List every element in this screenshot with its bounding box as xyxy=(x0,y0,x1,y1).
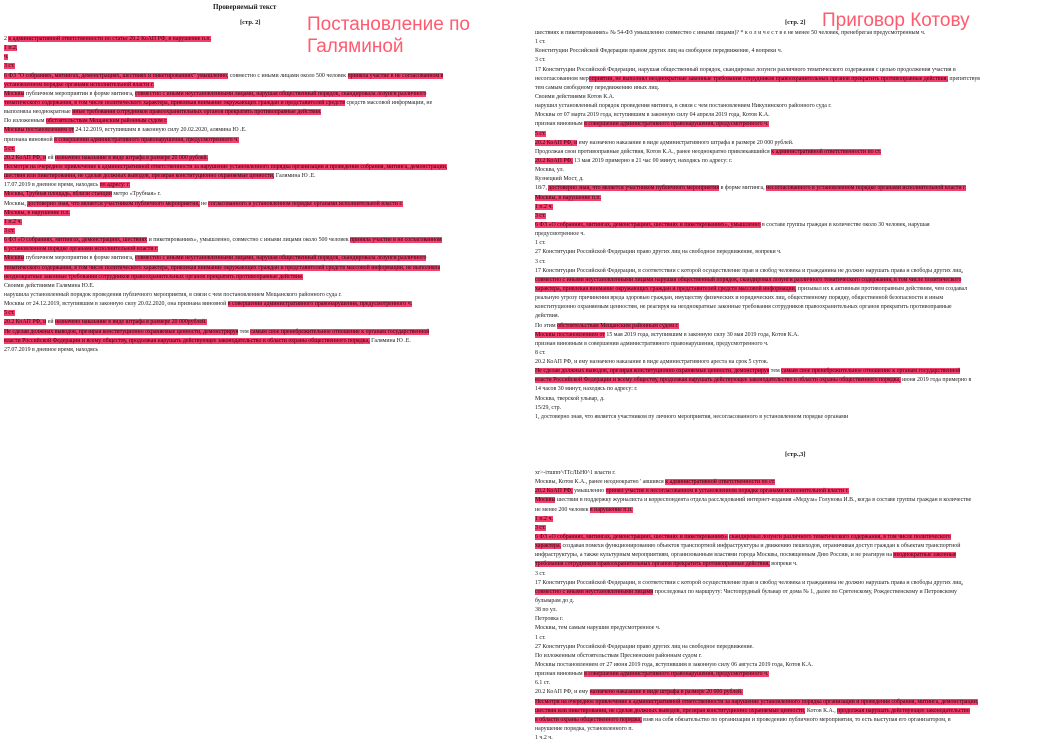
text-segment: публичном мероприятии в форме митинга, xyxy=(24,255,135,262)
text-segment: 8 ст. xyxy=(535,349,546,356)
text-line xyxy=(4,309,512,318)
highlighted-match-segment: власти Российской Федерации и всему обществу, продолжая нарушать действующее законодательство в области охраны общественного порядка, xyxy=(535,377,901,384)
text-line xyxy=(535,542,1056,551)
text-line xyxy=(4,126,512,135)
left-overlay-title-line: Постановление по xyxy=(307,14,470,35)
text-segment: 1 ст. xyxy=(535,240,546,247)
text-line xyxy=(535,111,1056,120)
text-segment: несогласованном мер xyxy=(535,75,589,82)
text-line xyxy=(4,318,512,327)
highlighted-match-segment: принял участие в несогласованном в установленном порядке органами исполнительной власти г. xyxy=(605,488,849,495)
text-line xyxy=(4,254,512,263)
text-line xyxy=(535,734,1056,743)
text-segment: шествиях и пикетированиях» № 54-ФЗ умышленно совместно с иными лицами)? * к о л и ч е с т в е не менее 50 человек, пренебрегая предусмотренным ч. xyxy=(535,30,926,36)
highlighted-match-segment: характера, привлекая внимание окружающих граждан и представителей средств массовой информации, xyxy=(535,285,797,292)
text-line xyxy=(535,139,1056,148)
text-line xyxy=(535,367,1056,376)
text-segment: 2 xyxy=(4,36,9,42)
highlighted-match-segment: к административной ответственности по статье 20.2 КоАП РФ, в нарушение п.п. xyxy=(8,36,212,42)
text-segment: Москва, тверской ульвар, д. xyxy=(535,395,605,402)
text-line xyxy=(535,679,1056,688)
text-line xyxy=(535,395,1056,404)
text-segment: тем самым свободному передвижению иных лиц. xyxy=(535,84,660,91)
text-line xyxy=(535,478,1056,487)
text-line xyxy=(4,291,512,300)
text-segment: Своими действиями Котов К.А. xyxy=(535,93,615,100)
text-line xyxy=(535,588,1056,597)
text-segment: Конституции Российской Федерации правом других лиц на свободное передвижение, 4 вопреки ч. xyxy=(535,48,783,55)
text-line xyxy=(4,117,512,126)
text-line xyxy=(535,175,1056,184)
text-line xyxy=(535,130,1056,139)
text-segment: 1 ст. xyxy=(535,39,546,46)
text-segment: признана виновной xyxy=(4,136,55,143)
text-line xyxy=(4,81,512,90)
text-line xyxy=(4,172,512,181)
highlighted-match-segment: Москвы xyxy=(535,497,556,504)
text-segment: ей xyxy=(46,319,55,326)
highlighted-match-segment: обстоятельствам Мещанским районным судом г. xyxy=(557,322,679,329)
text-line xyxy=(4,99,512,108)
highlighted-match-segment: тематического содержания, в том числе политического характера, привлекая внимание окружающих граждан и представителей средств xyxy=(4,99,345,106)
text-segment: средств массовой информации, не xyxy=(345,99,433,106)
text-line xyxy=(535,698,1056,707)
highlighted-match-segment: совместно с иными неустановленными лицами нарушая общественный порядок, скандировал лозунги различного тематического содержания, в том числе политического xyxy=(535,276,962,283)
text-segment: 38 по ул. xyxy=(535,607,558,614)
text-segment: не xyxy=(199,200,209,207)
text-segment: предусмотренное ч. xyxy=(535,231,585,238)
highlighted-match-segment: самым свое пренебрежительное отношение к органам государственной xyxy=(250,328,430,335)
text-line xyxy=(535,340,1056,349)
text-segment: препятствуя xyxy=(947,75,980,82)
text-segment: признан виновным xyxy=(535,121,585,128)
highlighted-match-segment: 3 ст. xyxy=(4,63,15,70)
text-line xyxy=(535,376,1056,385)
text-line xyxy=(535,312,1056,321)
text-segment: Кузнецкий Мост, д. xyxy=(535,176,584,183)
text-line xyxy=(535,688,1056,697)
text-segment: нарушил установленный порядок проведения митинга, в связи с чем постановлением Никулинского районного суда г. xyxy=(535,103,832,110)
text-line xyxy=(535,303,1056,312)
highlighted-match-segment: 20.2 КоАП РФ, xyxy=(535,488,573,495)
highlighted-match-segment: назначено наказание в виде штрафа в размере 20 000рублей. xyxy=(55,319,207,326)
text-line xyxy=(535,239,1056,248)
highlighted-match-segment: установленном порядке органами исполнительной власти г. xyxy=(4,81,154,88)
text-line xyxy=(535,515,1056,524)
right-top-text-block xyxy=(535,29,1056,422)
highlighted-match-segment: 20.2 КоАП РФ, и xyxy=(535,139,578,146)
text-line xyxy=(535,551,1056,560)
text-segment: совместно с иными лицами около 500 человек xyxy=(228,72,348,79)
highlighted-match-segment: 5 ст. xyxy=(535,130,546,137)
highlighted-match-segment: шествия или пикетирования, не сделав должных выводов, презирая конституционно охраняемые ценности, xyxy=(4,173,275,180)
highlighted-match-segment: Москвы xyxy=(4,90,25,97)
text-line xyxy=(535,634,1056,643)
text-segment: 13 мая 2019 примерно в 21 час 00 минут, находясь по адресу: г. xyxy=(572,157,733,164)
text-segment: умышленно xyxy=(572,488,606,495)
text-segment: тем xyxy=(769,368,782,375)
text-line xyxy=(535,322,1056,331)
right-top-page-label: [стр. 2] xyxy=(785,19,806,26)
highlighted-match-segment: 3 ст. xyxy=(535,212,546,219)
text-segment: в составе группы граждан в количестве около 30 человек, нарушая xyxy=(760,221,930,228)
text-line xyxy=(535,624,1056,633)
text-segment: выполняла неоднократные xyxy=(4,109,73,116)
right-bottom-text-block xyxy=(535,469,1056,743)
text-line xyxy=(4,282,512,291)
text-segment: 1 ч.2 ч. xyxy=(535,735,553,742)
left-text-block xyxy=(4,35,512,355)
text-line xyxy=(4,72,512,81)
text-line xyxy=(535,157,1056,166)
text-line xyxy=(535,248,1056,257)
highlighted-match-segment: в совершении административного правонарушения, предусмотренного ч. xyxy=(584,671,769,678)
text-line xyxy=(535,579,1056,588)
text-line xyxy=(535,716,1056,725)
text-line xyxy=(535,533,1056,542)
highlighted-match-segment: 3 ст. xyxy=(535,524,546,531)
text-line xyxy=(535,606,1056,615)
highlighted-match-segment: продолжая нарушать действующее законодательство xyxy=(837,707,970,714)
text-segment: призывал их к активным противоправным действиям, чем создавал xyxy=(796,285,968,292)
text-line xyxy=(4,136,512,145)
highlighted-match-segment: неоднократные законные xyxy=(893,552,957,559)
text-line xyxy=(4,227,512,236)
text-segment: создавая помехи функционированию объектов транспортной инфраструктуры и движению пешеходов, ограничивая доступ граждан к объектам транспортной xyxy=(561,543,961,550)
left-page-label: [стр. 2] xyxy=(240,19,261,26)
text-line xyxy=(535,524,1056,533)
text-segment: конституционно охраняемым ценностям, не реагируя на неоднократные законные требования сотрудников правоохранительных органов прекратить противоправные xyxy=(535,304,952,311)
highlighted-match-segment: в нарушение п.п. xyxy=(589,506,633,513)
text-line xyxy=(535,75,1056,84)
highlighted-match-segment: шествия или пикетирования, не сделав должных выводов, презирая конституционно охраняемые ценности, xyxy=(535,707,806,714)
text-line xyxy=(535,102,1056,111)
text-line xyxy=(4,218,512,227)
highlighted-match-segment: в совершении административного правонарушения, предусмотренного ч. xyxy=(54,136,239,143)
text-segment: признан виновным xyxy=(535,671,585,678)
text-line xyxy=(4,236,512,245)
highlighted-match-segment: 1 п.2 ч. xyxy=(4,218,22,225)
highlighted-match-segment: требования сотрудников правоохранительных органов прекратить противоправные действия, xyxy=(535,561,770,568)
right-bottom-page-label: [стр.,3] xyxy=(785,451,806,458)
text-line xyxy=(535,29,1056,38)
text-line xyxy=(4,190,512,199)
highlighted-match-segment: 6 ФЗ «О собраниях, митингах, демонстрациях, шествиях и пикетированиях» xyxy=(535,533,728,540)
text-segment: Москвы постановлением от 27 июня 2019 года, вступившим в законную силу 06 августа 2019 года, Котов К.А. xyxy=(535,661,813,668)
text-line xyxy=(4,209,512,218)
text-line xyxy=(4,200,512,209)
highlighted-match-segment: 5 ст. xyxy=(4,310,15,317)
text-line xyxy=(535,221,1056,230)
highlighted-match-segment: совместно с иными неустановленными лицами, нарушая общественный порядок, скандировала лозунги различного xyxy=(134,255,427,262)
highlighted-match-segment: достоверно зная, что является участником публичного мероприятия xyxy=(548,185,720,192)
highlighted-match-segment: 1 п.2 ч. xyxy=(535,203,553,210)
text-line xyxy=(535,184,1056,193)
highlighted-match-segment: Москвы постановлением от xyxy=(4,127,74,134)
highlighted-match-segment: Москвы xyxy=(4,255,25,262)
text-line xyxy=(4,53,512,62)
text-line xyxy=(535,643,1056,652)
text-line xyxy=(4,181,512,190)
text-line xyxy=(535,285,1056,294)
text-segment: Москвы от 07 марта 2019 года, вступившим в законную силу 04 апреля 2019 года, Котов К.А. xyxy=(535,112,770,119)
highlighted-match-segment: Москва, Трубная площадь, вблизи станции xyxy=(4,191,112,198)
highlighted-match-segment: несогласованного в установленном порядке органами исполнительной власти г. xyxy=(766,185,967,192)
text-line xyxy=(535,385,1056,394)
highlighted-match-segment: 6 ФЗ "О собраниях, митингах, демонстрациях, шествиях и пикетированиях" умышленно, xyxy=(4,72,229,79)
text-line xyxy=(535,670,1056,679)
highlighted-match-segment: в совершении административного правонарушения, предусмотренного ч. xyxy=(227,301,413,308)
text-segment: ей xyxy=(46,154,55,161)
text-line xyxy=(535,203,1056,212)
highlighted-match-segment: Москвы, в нарушение п.п. xyxy=(535,194,601,201)
text-line xyxy=(535,230,1056,239)
highlighted-match-segment: в совершении административного правонарушения, предусмотренного ч. xyxy=(584,121,769,128)
text-segment: метро «Трубная» г. xyxy=(111,191,161,198)
text-segment: 6.1 ст. xyxy=(535,680,551,687)
highlighted-match-segment: Москвы постановлением от xyxy=(535,331,605,338)
text-line xyxy=(4,163,512,172)
text-line xyxy=(535,276,1056,285)
left-overlay-title-line: Галяминой xyxy=(307,36,404,57)
highlighted-match-segment: 20.2 КоАП РФ, и xyxy=(4,319,47,326)
text-line xyxy=(535,166,1056,175)
highlighted-match-segment: Не сделав должных выводов, презирая конституционно охраняемые ценности, демонстрируя xyxy=(535,368,770,375)
text-line xyxy=(535,267,1056,276)
text-line xyxy=(4,273,512,282)
text-segment: в форме митинга, xyxy=(719,185,767,192)
text-line xyxy=(535,707,1056,716)
text-segment: По этим xyxy=(535,322,558,329)
highlighted-match-segment: Несмотря на очередное привлечение к административной ответственности за нарушение установленного порядка организации и проведения собрания, митинга, демонстрации, xyxy=(535,698,979,705)
highlighted-match-segment: власти Российской Федерации и всему обществу, продолжая нарушать действующее законодательство в области охраны общественного порядка, xyxy=(4,337,370,344)
text-segment: Москвы, Котов К.А., ранее неоднократно ' авшився xyxy=(535,479,666,486)
text-line xyxy=(535,331,1056,340)
right-overlay-title: Приговор Котову xyxy=(822,10,970,31)
highlighted-match-segment: приняла участие в не согласованном xyxy=(350,237,442,244)
text-segment: 3 ст. xyxy=(535,57,546,64)
text-segment: Продолжая свои противоправные действия, Котов К.А., ранее неоднократно привлекавшийся xyxy=(535,148,772,155)
highlighted-match-segment: 6 ФЗ «О собраниях, митингах, демонстрациях, шествиях и пикетированиях», умышленно xyxy=(535,221,761,228)
highlighted-match-segment: по адресу: г. xyxy=(99,182,131,189)
text-segment: 24.12.2019, вступившим в законную силу 20.02.2020, алямина Ю .Е. xyxy=(73,127,247,134)
highlighted-match-segment: в области охраны общественного порядка, xyxy=(535,716,642,723)
text-line xyxy=(4,145,512,154)
text-line xyxy=(535,404,1056,413)
text-segment: шествии в поддержку журналиста и корреспондента отдела расследований интернет-издания «Медуза» Голунова И.В., когда в составе группы граждан в количестве xyxy=(555,497,972,504)
text-line xyxy=(4,337,512,346)
text-segment: бульварам до д. xyxy=(535,597,575,604)
text-line xyxy=(535,652,1056,661)
text-line xyxy=(4,108,512,117)
text-segment: нарушение порядка, установленного п. xyxy=(535,725,633,732)
highlighted-match-segment: Москвы, в нарушение п.п. xyxy=(4,209,70,216)
text-line xyxy=(535,570,1056,579)
highlighted-match-segment: оприятии, не выполнял неоднократные законные требования сотрудников правоохранительных органов прекратить противоправные действия, xyxy=(588,75,948,82)
highlighted-match-segment: ч. xyxy=(4,54,9,61)
text-line xyxy=(4,245,512,254)
text-line xyxy=(535,148,1056,157)
highlighted-match-segment: Не сделав должных выводов, презирая конституционно охраняемые ценности, демонстрируя xyxy=(4,328,239,335)
text-segment: 27.07.2019 в дневное время, находясь xyxy=(4,346,99,353)
text-segment: публичном мероприятии в форме митинга, xyxy=(24,90,135,97)
text-line xyxy=(535,496,1056,505)
text-segment: По изложенным xyxy=(4,118,46,125)
text-line xyxy=(535,358,1056,367)
highlighted-match-segment: к административной ответственности по ст. xyxy=(771,148,882,155)
highlighted-match-segment: в установленном порядке органами исполнительной власти г. xyxy=(4,246,159,253)
text-line xyxy=(4,264,512,273)
text-segment: проследовал по маршруту: Чистопрудный бульвар от дома № 1, далее по Сретенскому, Рождественскому и Петровскому xyxy=(653,588,957,595)
highlighted-match-segment: совместно с иными неустановленными лицами xyxy=(535,588,654,595)
text-line xyxy=(535,560,1056,569)
text-segment: инфраструктуры, а также культурным мероприятиям, организованным властями города Москвы, посвященным Дню России, и не реагируя на xyxy=(535,552,894,559)
text-segment: Петровка г. xyxy=(535,616,564,623)
text-segment: 3 ст. xyxy=(535,258,546,265)
text-line xyxy=(4,44,512,53)
text-segment: 1 ст. xyxy=(535,634,546,641)
text-line xyxy=(4,62,512,71)
text-line xyxy=(4,346,512,355)
text-line xyxy=(535,413,1056,422)
text-line xyxy=(4,154,512,163)
highlighted-match-segment: совместно с иными неустановленными лицами, нарушая общественный порядок, скандировала лозунги различного xyxy=(134,90,427,97)
highlighted-match-segment: согласованного в установленном порядке органами исполнительной власти г. xyxy=(208,200,403,207)
highlighted-match-segment: тематического содержания, в том числе политического характера, привлекая внимание окружающих граждан и представителей средств массовой информации, не выполняла xyxy=(4,264,441,271)
highlighted-match-segment: приняла участие в не согласованном в xyxy=(347,72,444,79)
text-segment: 27 Конституции Российской Федерации право других лиц на свободное передвижение, вопреки ч. xyxy=(535,249,782,256)
text-line xyxy=(4,35,512,44)
text-line xyxy=(535,725,1056,734)
text-segment: 20.2 КоАП РФ, и ему назначено наказание в виде административного ареста на срок 5 суток. xyxy=(535,359,769,366)
highlighted-match-segment: 5 ст. xyxy=(4,145,15,152)
text-segment: Москвы от 24.12.2019, вступившим в законную силу 20.02.2020, она признана виновной xyxy=(4,301,228,308)
highlighted-match-segment: 20.2 КоАП РФ, xyxy=(535,157,573,164)
text-line xyxy=(535,66,1056,75)
text-segment: xr>-ітшпп^/ІТсЛЬН0^1 власти г. xyxy=(535,470,616,476)
text-line xyxy=(535,212,1056,221)
text-line xyxy=(535,56,1056,65)
text-segment: 20.2 КоАП РФ, и ему xyxy=(535,689,590,696)
text-segment: не менее 200 человек xyxy=(535,506,590,513)
highlighted-match-segment: обстоятельствам Мещанским районным судом г. xyxy=(45,118,168,125)
text-line xyxy=(4,90,512,99)
text-segment: 15/29, стр. xyxy=(535,404,562,411)
text-line xyxy=(4,328,512,337)
text-segment: нарушила установленный порядок проведения публичного мероприятия, в связи с чем постановлением Мещанского районного суда г. xyxy=(4,291,342,298)
highlighted-match-segment: 6 ФЗ «О собраниях, митингах, демонстрациях, шествиях xyxy=(4,237,148,244)
text-line xyxy=(535,38,1056,47)
text-segment: тем xyxy=(238,328,251,335)
text-segment: Москвы, тем самым нарушив предусмотренное ч. xyxy=(535,625,661,632)
text-line xyxy=(535,120,1056,129)
text-line xyxy=(535,469,1056,478)
highlighted-match-segment: 3 ст. xyxy=(4,227,15,234)
text-segment: и пикетированиях», умышленно, совместно с иными лицами около 500 человек xyxy=(147,237,351,244)
text-line xyxy=(535,258,1056,267)
text-segment: Котов К.А., xyxy=(805,707,838,714)
text-segment: 17 Конституции Российской Федерации, в соответствии с которой осуществление прав и свобод человека и гражданина не должно нарушать права и свободы других лиц, xyxy=(535,579,964,586)
highlighted-match-segment: скандировал лозунги различного тематического содержания, в том числе политического xyxy=(729,533,951,540)
highlighted-match-segment: Несмотря на очередное привлечение к административной ответственности за нарушение установленного порядка организации и проведения собрания, митинга, демонстрации, xyxy=(4,163,448,170)
highlighted-match-segment: 1 п.2, xyxy=(4,45,18,52)
highlighted-match-segment: к административной ответственности по ст. xyxy=(665,479,776,486)
text-line xyxy=(535,506,1056,515)
text-segment: ему xyxy=(577,139,590,146)
text-segment: Москва, ул. xyxy=(535,167,565,174)
text-segment: 27 Конституции Российской Федерации право других лиц на свободное передвижение. xyxy=(535,643,754,650)
text-line xyxy=(535,487,1056,496)
text-segment: Своими действиями Галямина Ю.Е. xyxy=(4,282,95,289)
highlighted-match-segment: 1 п.2 ч. xyxy=(535,515,553,522)
text-line xyxy=(535,597,1056,606)
text-segment: 3 ст. xyxy=(535,570,546,577)
document-header-title: Проверяемый текст xyxy=(213,3,277,11)
text-line xyxy=(535,47,1056,56)
text-segment: Галямина Ю .Е. xyxy=(274,173,316,180)
text-segment: действия. xyxy=(535,313,560,320)
text-segment: июня 2019 года примерно в xyxy=(900,377,972,384)
text-segment: вопреки ч. xyxy=(769,561,798,568)
text-segment: По изложенным обстоятельствам Пресненским районным судом г. xyxy=(535,652,702,659)
highlighted-match-segment: назначено наказание в виде штрафа в размере 20 000 рублей. xyxy=(55,154,209,161)
text-line xyxy=(535,93,1056,102)
text-segment: 15 мая 2019 года, вступившим в законную силу 30 мая 2019 года, Котов К.А. xyxy=(604,331,799,338)
text-segment: 14 часов 30 минут, находясь по адресу: г. xyxy=(535,386,638,393)
text-segment: 17.07.2019 в дневное время, находясь xyxy=(4,182,100,189)
text-segment: взяв на себя обязательство по организации и проведению публичного мероприятия, то есть выступая его организатором, в xyxy=(641,716,951,723)
text-line xyxy=(535,194,1056,203)
text-segment: 17 Конституции Российской Федерации, в соответствии с которой осуществление прав и свобод человека и гражданина не должно нарушать права и свободы других лиц, xyxy=(535,267,964,274)
highlighted-match-segment: достоверно зная, что является участником публичного мероприятия, xyxy=(27,200,200,207)
text-line xyxy=(535,349,1056,358)
text-line xyxy=(535,294,1056,303)
text-line xyxy=(535,84,1056,93)
text-line xyxy=(535,661,1056,670)
text-segment: назначено наказание в виде административного штрафа в размере 20 000 рублей. xyxy=(589,139,794,146)
text-line xyxy=(4,300,512,309)
highlighted-match-segment: характера, xyxy=(535,543,562,550)
highlighted-match-segment: самым свое пренебрежительное отношение к органам государственной xyxy=(781,368,961,375)
highlighted-match-segment: иные требования сотрудников правоохранительных органов прекратить противоправные действия. xyxy=(72,109,322,116)
highlighted-match-segment: назначено наказание в виде штрафа в размере 20 000 рублей. xyxy=(589,689,743,696)
text-segment: реальную угрозу причинения вреда здоровью граждан, имуществу физических и юридических лиц, общественному порядку, общественной безопасности и иным xyxy=(535,295,944,302)
text-segment: 18/7, xyxy=(535,185,549,192)
text-segment: Галямина Ю .Е. xyxy=(369,337,411,344)
highlighted-match-segment: неоднократные законные требования сотрудников правоохранительных органов прекратить противоправные действия. xyxy=(4,273,304,280)
text-segment: признан виновным в совершении административного правонарушения, предусмотренного ч. xyxy=(535,340,769,347)
text-segment: Москвы, xyxy=(4,200,28,207)
text-line xyxy=(535,615,1056,624)
highlighted-match-segment: 20.2 КоАП РФ, и xyxy=(4,154,47,161)
text-segment: 1, достоверно зная, что является участником пу личного мероприятия, несогласованного в установленном порядке органами xyxy=(535,413,849,420)
text-segment: 17 Конституции Российской Федерации, нарушая общественный порядок, скандировал лозунги различного тематического содержания с целью продолжения участия в xyxy=(535,66,956,73)
